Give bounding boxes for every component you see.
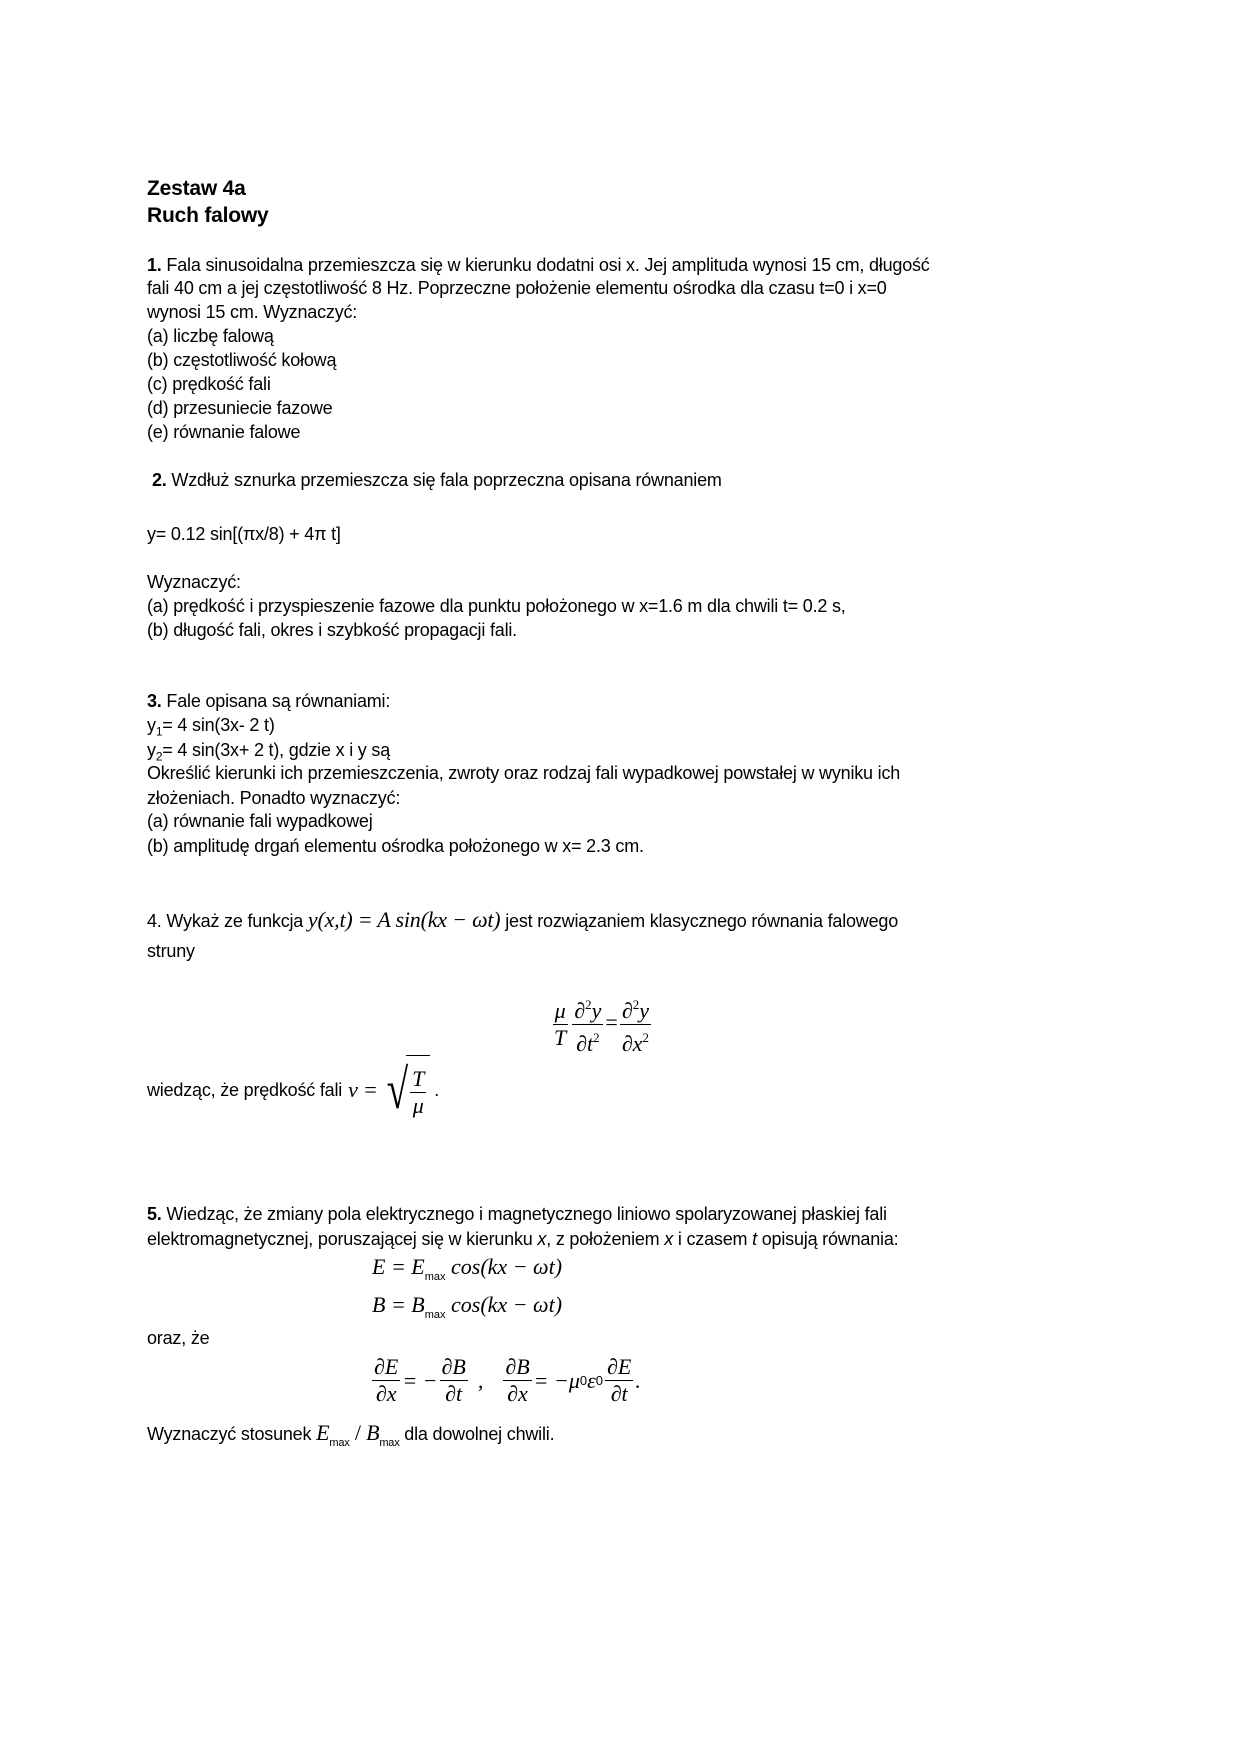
problem-2-item: (b) długość fali, okres i szybkość propagacji fali. bbox=[147, 620, 517, 640]
electric-field-equation: $E = E_{max}$ cos(kx − ωt) bbox=[372, 1254, 563, 1283]
problem-4-intro: 4. Wykaż ze funkcja y(x,t) = A sin(kx − ωt) jest rozwiązaniem klasycznego równania falowego bbox=[147, 907, 899, 932]
problem-1-item: (a) liczbę falową bbox=[147, 326, 274, 346]
problem-3-line: Określić kierunki ich przemieszczenia, zwroty oraz rodzaj fali wypadkowej powstałej w wyniku ich bbox=[147, 763, 901, 783]
problem-3-item: (a) równanie fali wypadkowej bbox=[147, 811, 373, 831]
wave-function: y(x,t) = A sin(kx − ωt) bbox=[307, 907, 501, 932]
problem-1-line: fali 40 cm a jej częstotliwość 8 Hz. Poprzeczne położenie elementu ośrodka dla czasu t=0 i x=0 bbox=[147, 278, 887, 298]
problem-5-line: elektromagnetycznej, poruszającej się w kierunku x, z położeniem x i czasem t opisują równania: bbox=[147, 1229, 899, 1249]
problem-3-item: (b) amplitudę drgań elementu ośrodka położonego w x= 2.3 cm. bbox=[147, 836, 644, 856]
square-root: √ $\frac{T}{\mu}$ bbox=[382, 1055, 431, 1126]
problem-1-item: (d) przesuniecie fazowe bbox=[147, 398, 333, 418]
problem-1-line: 1. Fala sinusoidalna przemieszcza się w kierunku dodatni osi x. Jej amplituda wynosi 15 cm, długość bbox=[147, 255, 930, 275]
problem-2-equation: y= 0.12 sin[(πx/8) + 4π t] bbox=[147, 524, 341, 544]
problem-4-velocity: wiedząc, że prędkość fali v = √ $\frac{T}{\mu}$ . bbox=[147, 1055, 439, 1125]
problem-5-oraz: oraz, że bbox=[147, 1328, 210, 1348]
problem-number: 2. bbox=[152, 470, 167, 490]
problem-number: 5. bbox=[147, 1204, 162, 1224]
problem-1-item: (e) równanie falowe bbox=[147, 422, 301, 442]
problem-2-line: Wyznaczyć: bbox=[147, 572, 241, 592]
page-title: Zestaw 4a bbox=[147, 177, 246, 200]
problem-5-line: 5. Wiedząc, że zmiany pola elektrycznego i magnetycznego liniowo spolaryzowanej płaskiej fali bbox=[147, 1204, 887, 1224]
problem-number: 1. bbox=[147, 255, 162, 275]
problem-2-intro: 2. Wzdłuż sznurka przemieszcza się fala poprzeczna opisana równaniem bbox=[152, 470, 722, 490]
problem-number: 3. bbox=[147, 691, 162, 711]
problem-1-item: (b) częstotliwość kołową bbox=[147, 350, 337, 370]
problem-1-line: wynosi 15 cm. Wyznaczyć: bbox=[147, 302, 358, 322]
maxwell-relations: $\frac{\partial E}{\partial x}$ = − $\frac{\partial B}{\partial t}$ , $\frac{\partial B}{\partial x}$ = − μ 0 ε 0 $\frac{\partial E}{\partial t}$ . bbox=[374, 1354, 641, 1406]
problem-4-line: struny bbox=[147, 941, 195, 961]
problem-3-intro: 3. Fale opisana są równaniami: bbox=[147, 691, 391, 711]
problem-3-line: złożeniach. Ponadto wyznaczyć: bbox=[147, 788, 401, 808]
wave-equation: $\frac{\mu}{T}$ $\frac{\partial^2y}{\partial t^2}$ = $\frac{\partial^2y}{\partial x^2}$ bbox=[550, 992, 653, 1057]
problem-3-eq1: $y_1= 4$ sin(3x- 2 t) bbox=[147, 715, 275, 739]
problem-2-item: (a) prędkość i przyspieszenie fazowe dla punktu położonego w x=1.6 m dla chwili t= 0.2 s, bbox=[147, 596, 846, 616]
problem-3-eq2: $y_2= 4$ sin(3x+ 2 t), gdzie x i y są bbox=[147, 740, 391, 764]
page-subtitle: Ruch falowy bbox=[147, 204, 269, 227]
magnetic-field-equation: $B = B_{max}$ cos(kx − ωt) bbox=[372, 1292, 563, 1321]
problem-5-question: Wyznaczyć stosunek $E_{max} / B_{max}$ dla dowolnej chwili. bbox=[147, 1420, 555, 1449]
problem-1-item: (c) prędkość fali bbox=[147, 374, 271, 394]
